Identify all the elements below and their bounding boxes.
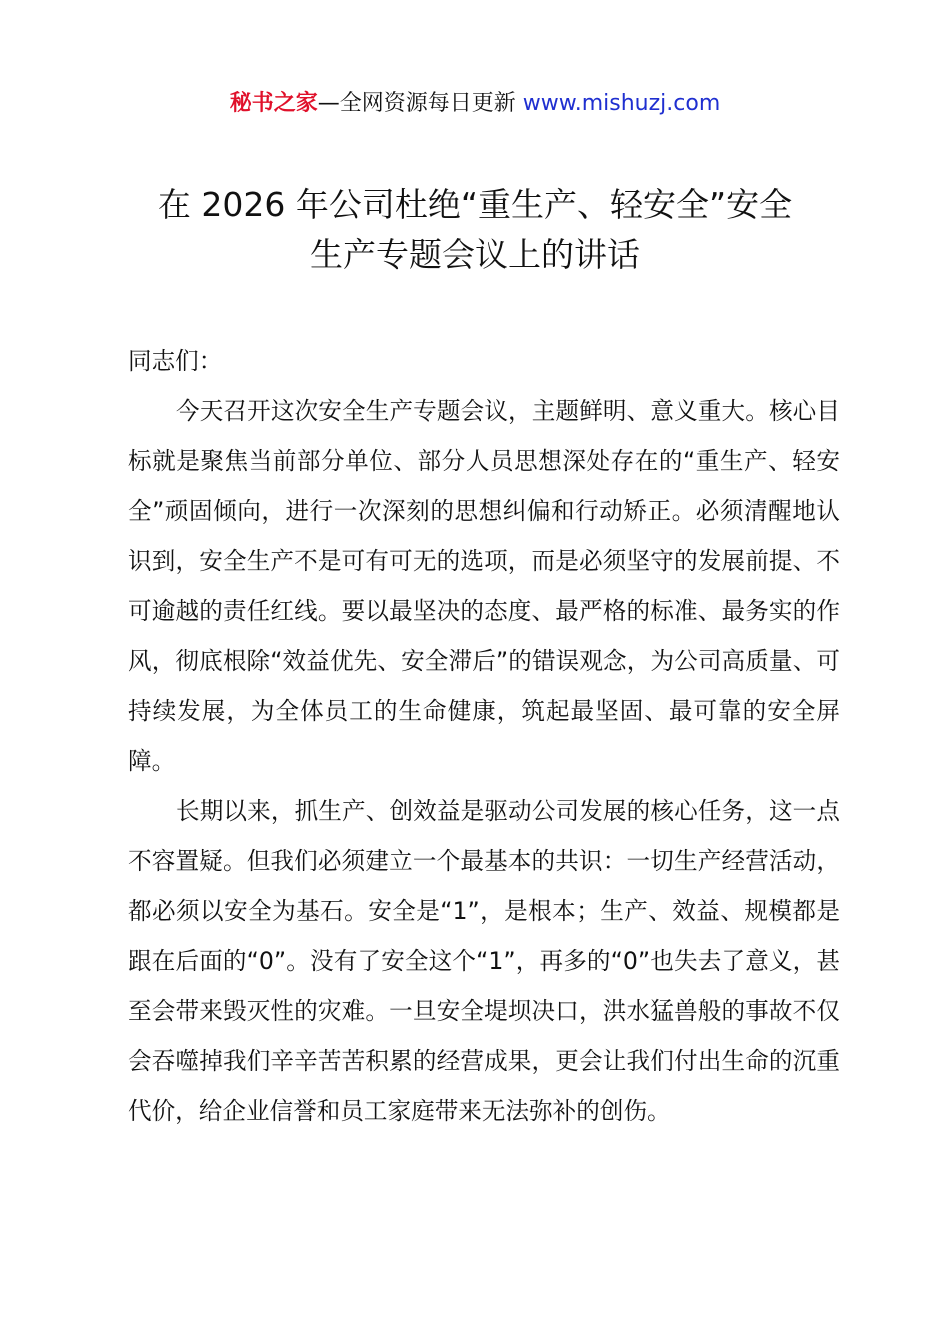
speech-body [128,336,840,1136]
paragraph-1: 今天召开这次安全生产专题会议，主题鲜明、意义重大。核心目标就是聚焦当前部分单位、部分人员思想深处存在的“重生产、轻安全”顽固倾向，进行一次深刻的思想纠偏和行动矫正。必须清醒地认识到，安全生产不是可有可无的选项，而是必须坚守的发展前提、不可逾越的责任红线。要以最坚决的态度、最严格的标准、最务实的作风，彻底根除“效益优先、安全滞后”的错误观念，为公司高质量、可持续发展，为全体员工的生命健康，筑起最坚固、最可靠的安全屏障。 [128,397,840,775]
title-line-2: 生产专题会议上的讲话 [310,235,640,274]
paragraph-2: 长期以来，抓生产、创效益是驱动公司发展的核心任务，这一点不容置疑。但我们必须建立一个最基本的共识：一切生产经营活动，都必须以安全为基石。安全是“1”，是根本；生产、效益、规模都是跟在后面的“0”。没有了安全这个“1”，再多的“0”也失去了意义，甚至会带来毁灭性的灾难。一旦安全堤坝决口，洪水猛兽般的事故不仅会吞噬掉我们辛辛苦苦积累的经营成果，更会让我们付出生命的沉重代价，给企业信誉和员工家庭带来无法弥补的创伤。 [128,797,840,1125]
brand-name: 秘书之家 [229,91,318,116]
site-url-link[interactable]: www.mishuzj.com [522,91,721,116]
page-title [100,180,850,280]
site-header [0,88,950,120]
title-line-1: 在 2026 年公司杜绝“重生产、轻安全”安全 [157,185,793,224]
header-tagline: —全网资源每日更新 [317,91,523,116]
greeting: 同志们： [128,347,223,375]
